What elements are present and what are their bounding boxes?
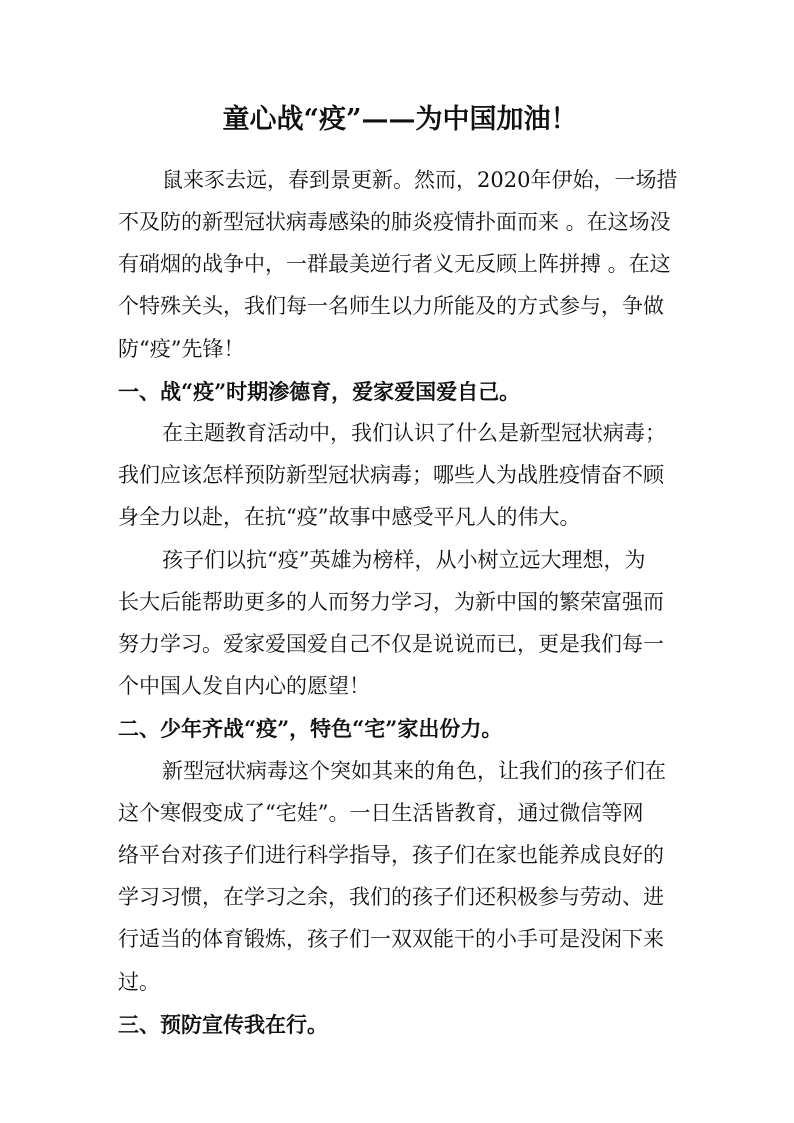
paragraph-4-line-6: 过。	[118, 970, 160, 994]
paragraph-1-line-5: 防“疫”先锋！	[118, 337, 245, 361]
paragraph-2-line-2: 我们应该怎样预防新型冠状病毒；哪些人为战胜疫情奋不顾	[118, 463, 664, 487]
paragraph-4-line-5: 行适当的体育锻炼，孩子们一双双能干的小手可是没闲下来	[118, 927, 664, 951]
paragraph-3-line-1: 孩子们以抗“疫”英雄为榜样，从小树立远大理想，为	[162, 548, 646, 572]
paragraph-2-line-3: 身全力以赴，在抗“疫”故事中感受平凡人的伟大。	[118, 505, 581, 529]
paragraph-3-line-3: 努力学习。爱家爱国爱自己不仅是说说而已，更是我们每一	[118, 632, 664, 656]
paragraph-4-line-2: 这个寒假变成了“宅娃”。一日生活皆教育，通过微信等网	[118, 801, 644, 825]
paragraph-3-line-4: 个中国人发自内心的愿望！	[118, 674, 370, 698]
document-title: 童心战“疫”——为中国加油！	[222, 104, 578, 135]
paragraph-3-line-2: 长大后能帮助更多的人而努力学习，为新中国的繁荣富强而	[118, 590, 664, 614]
section-1-heading: 一、战“疫”时期渗德育，爱家爱国爱自己。	[118, 379, 521, 404]
paragraph-1-line-2: 不及防的新型冠状病毒感染的肺炎疫情扑面而来 。在这场没	[118, 210, 671, 234]
paragraph-4-line-1: 新型冠状病毒这个突如其来的角色，让我们的孩子们在	[162, 759, 666, 783]
section-3-heading: 三、预防宣传我在行。	[118, 1012, 328, 1037]
paragraph-2-line-1: 在主题教育活动中，我们认识了什么是新型冠状病毒；	[162, 421, 666, 445]
paragraph-1-line-1: 鼠来豕去远，春到景更新。然而，2020年伊始，一场措	[162, 168, 678, 192]
paragraph-1-line-4: 个特殊关头，我们每一名师生以力所能及的方式参与，争做	[118, 294, 664, 318]
section-2-heading: 二、少年齐战“疫”，特色“宅”家出份力。	[118, 716, 503, 741]
paragraph-4-line-3: 络平台对孩子们进行科学指导，孩子们在家也能养成良好的	[118, 843, 664, 867]
paragraph-1-line-3: 有硝烟的战争中，一群最美逆行者义无反顾上阵拼搏 。在这	[118, 252, 671, 276]
paragraph-4-line-4: 学习习惯，在学习之余，我们的孩子们还积极参与劳动、进	[118, 885, 664, 909]
